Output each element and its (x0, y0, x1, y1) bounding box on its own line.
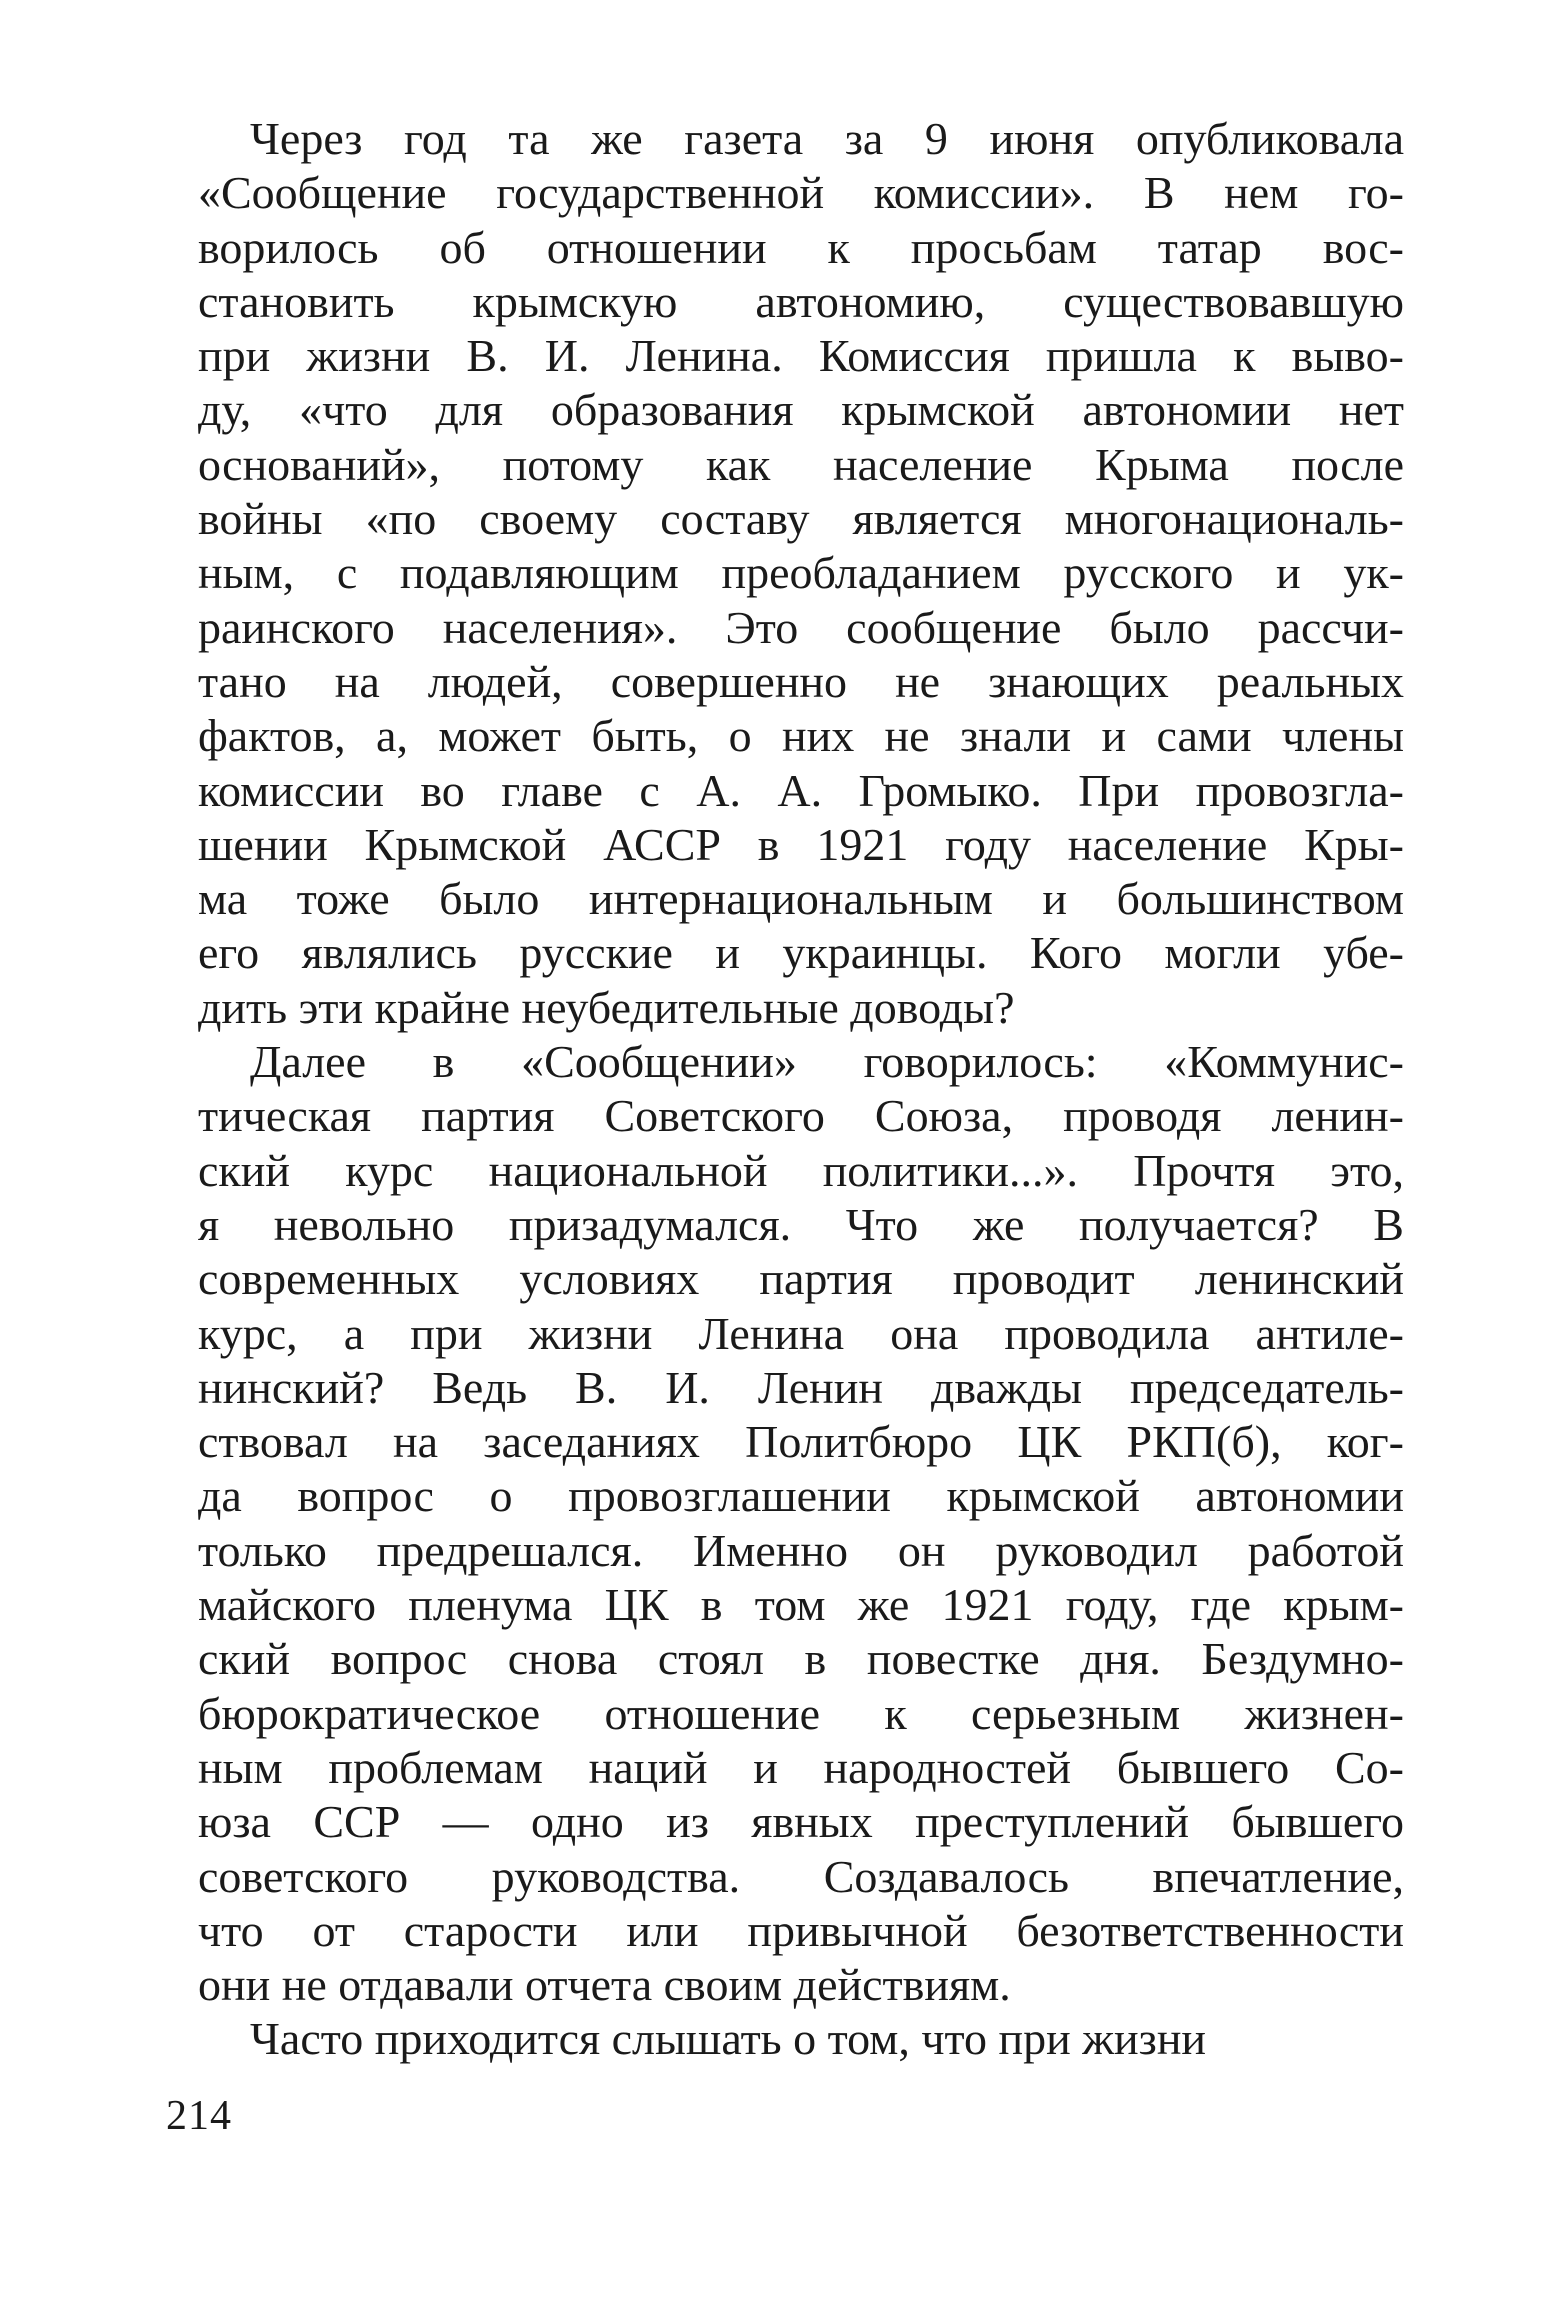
text-line: только предрешался. Именно он руководил работой (198, 1524, 1404, 1576)
paragraph (198, 2012, 1404, 2066)
text-line: бюрократическое отношение к серьезным жизнен- (198, 1687, 1404, 1739)
text-line: да вопрос о провозглашении крымской автономии (198, 1470, 1404, 1522)
text-line: майского пленума ЦК в том же 1921 году, где крым- (198, 1579, 1404, 1631)
text-line: оснований», потому как население Крыма после (198, 438, 1404, 490)
text-line: «Сообщение государственной комиссии». В нем го- (198, 167, 1404, 219)
text-line: его являлись русские и украинцы. Кого могли убе- (198, 927, 1404, 979)
text-line: курс, а при жизни Ленина она проводила антиле- (198, 1307, 1404, 1359)
text-line: советского руководства. Создавалось впечатление, (198, 1850, 1404, 1902)
text-line: шении Крымской АССР в 1921 году население Кры- (198, 818, 1404, 870)
text-line: дить эти крайне неубедительные доводы? (198, 981, 1015, 1033)
text-line: ский вопрос снова стоял в повестке дня. Бездумно- (198, 1633, 1404, 1685)
text-line: Часто приходится слышать о том, что при жизни (250, 2013, 1207, 2065)
text-line: ду, «что для образования крымской автономии нет (198, 384, 1404, 436)
text-line: ма тоже было интернациональным и большинством (198, 873, 1404, 925)
text-line: нинский? Ведь В. И. Ленин дважды председатель- (198, 1361, 1404, 1413)
text-line: становить крымскую автономию, существовавшую (198, 275, 1404, 327)
text-line: ным проблемам наций и народностей бывшего Со- (198, 1741, 1404, 1793)
paragraph (198, 1035, 1404, 2012)
page-number: 214 (166, 2093, 232, 2139)
text-line: Далее в «Сообщении» говорилось: «Коммунис- (250, 1036, 1404, 1088)
text-line: они не отдавали отчета своим действиям. (198, 1959, 1011, 2011)
text-line: Через год та же газета за 9 июня опубликовала (250, 113, 1404, 164)
text-line: ным, с подавляющим преобладанием русского и ук- (198, 547, 1404, 599)
text-line: раинского населения». Это сообщение было рассчи- (198, 601, 1404, 653)
text-line: тическая партия Советского Союза, проводя ленин- (198, 1090, 1404, 1142)
text-line: современных условиях партия проводит ленинский (198, 1253, 1404, 1305)
paragraph (198, 112, 1404, 1035)
text-line: при жизни В. И. Ленина. Комиссия пришла к выво- (198, 330, 1404, 382)
text-line: ствовал на заседаниях Политбюро ЦК РКП(б), ког- (198, 1416, 1404, 1468)
body-text (198, 112, 1404, 2067)
text-line: тано на людей, совершенно не знающих реальных (198, 655, 1404, 707)
text-line: ский курс национальной политики...». Прочтя это, (198, 1144, 1404, 1196)
text-line: фактов, а, может быть, о них не знали и сами члены (198, 710, 1404, 762)
text-line: я невольно призадумался. Что же получается? В (198, 1198, 1404, 1250)
text-line: ворилось об отношении к просьбам татар вос- (198, 221, 1404, 273)
text-line: что от старости или привычной безответственности (198, 1904, 1404, 1956)
text-line: комиссии во главе с А. А. Громыко. При провозгла- (198, 764, 1404, 816)
text-line: войны «по своему составу является многонациональ- (198, 493, 1404, 545)
text-line: юза ССР — одно из явных преступлений бывшего (198, 1796, 1404, 1848)
